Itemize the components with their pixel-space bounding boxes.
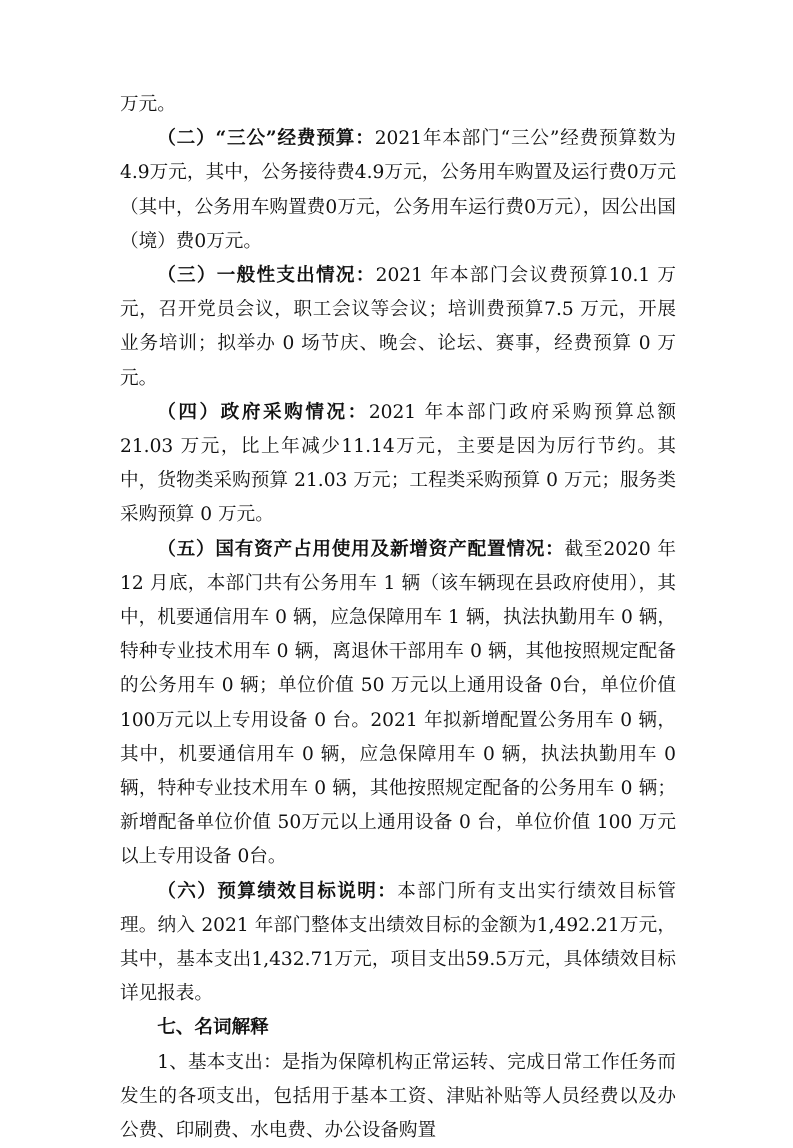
paragraph-three-public-budget: [120, 122, 676, 259]
document-body: [120, 88, 676, 1148]
paragraph-performance-goals: [120, 875, 676, 1012]
paragraph-lead: （四）政府采购情况：: [157, 401, 369, 423]
paragraph-text: 1、基本支出：是指为保障机构正常运转、完成日常工作任务而发生的各项支出，包括用于基本工资、津贴补贴等人员经费以及办公费、印刷费、水电费、办公设备购置: [120, 1051, 676, 1142]
paragraph-lead: （三）一般性支出情况：: [157, 265, 376, 287]
paragraph-text: 截至2020 年 12 月底，本部门共有公务用车 1 辆（该车辆现在县政府使用），其中，机要通信用车 0 辆，应急保障用车 1 辆，执法执勤用车 0 辆，特种专业技术用车 0 辆，离退休干部用车 0 辆，其他按照规定配备的公务用车 0 辆；单位价值 50 万元以上通用设备 0台，单位价值 100万元以上专用设备 0 台。2021 年拟新增配置公务用车 0 辆，其中，机要通信用车 0 辆，应急保障用车 0 辆，执法执勤用车 0 辆，特种专业技术用车 0 辆，其他按照规定配备的公务用车 0 辆；新增配备单位价值 50万元以上通用设备 0 台，单位价值 100 万元以上专用设备 0台。: [120, 538, 676, 868]
paragraph-text: 万元。: [120, 94, 176, 115]
paragraph-lead: （二）“三公”经费预算：: [157, 128, 375, 150]
paragraph-text: 2021 年本部门会议费预算10.1 万元，召开党员会议，职工会议等会议；培训费预算7.5 万元，开展业务培训；拟举办 0 场节庆、晚会、论坛、赛事，经费预算 0 万元。: [120, 265, 676, 389]
paragraph-continuation: [120, 88, 676, 122]
paragraph-procurement: [120, 396, 676, 533]
paragraph-lead: （六）预算绩效目标说明：: [157, 880, 398, 902]
paragraph-lead: （五）国有资产占用使用及新增资产配置情况：: [157, 538, 565, 560]
paragraph-text: 2021 年本部门政府采购预算总额 21.03 万元，比上年减少11.14万元，主要是因为厉行节约。其中，货物类采购预算 21.03 万元；工程类采购预算 0 万元；服务类采购预算 0 万元。: [120, 401, 676, 526]
paragraph-text: 本部门所有支出实行绩效目标管理。纳入 2021 年部门整体支出绩效目标的金额为1,492.21万元，其中，基本支出1,432.71万元，项目支出59.5万元，具体绩效目标详见报表。: [120, 880, 676, 1005]
paragraph-state-assets: [120, 533, 676, 875]
paragraph-text: 2021年本部门“三公”经费预算数为4.9万元，其中，公务接待费4.9万元，公务用车购置及运行费0万元（其中，公务用车购置费0万元，公务用车运行费0万元），因公出国（境）费0万元。: [120, 128, 676, 252]
paragraph-definition-basic-expenditure: [120, 1046, 676, 1148]
paragraph-general-expenditure: [120, 259, 676, 396]
section-heading: 七、名词解释: [157, 1017, 269, 1039]
